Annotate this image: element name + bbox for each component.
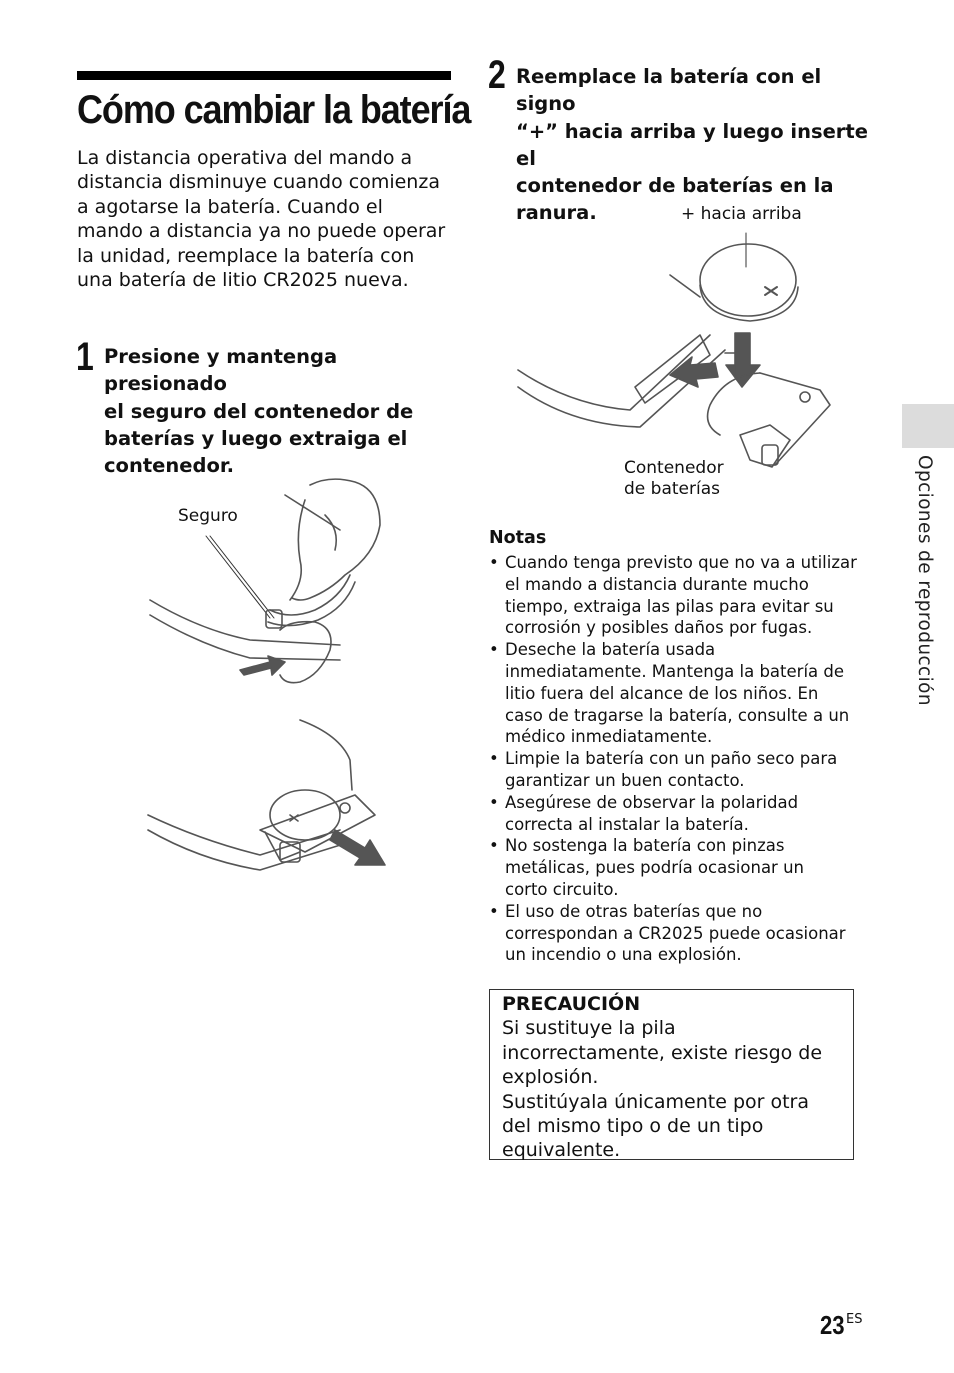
step-2-line: contenedor de baterías en la [516, 174, 834, 198]
note-line: el mando a distancia durante mucho [505, 574, 809, 594]
page-title: Cómo cambiar la batería [77, 88, 471, 132]
step-1-line: el seguro del contenedor de [104, 399, 414, 423]
note-line: Deseche la batería usada [505, 640, 716, 660]
notes-list [489, 552, 864, 966]
contenedor-line: Contenedor [624, 458, 724, 478]
note-line: Limpie la batería con un paño seco para [505, 749, 838, 769]
page-number: 23 [820, 1310, 845, 1340]
bullet: • [489, 553, 499, 572]
caution-line: del mismo tipo o de un tipo [502, 1115, 764, 1138]
page-language: ES [846, 1312, 863, 1327]
note-line: Cuando tenga previsto que no va a utilizar [505, 553, 857, 572]
note-line: metálicas, pues podría ocasionar un [505, 858, 804, 878]
step-1-line: baterías y luego extraiga el [104, 426, 408, 450]
step-2-line: “+” hacia arriba y luego inserte el [516, 119, 868, 170]
note-line: garantizar un buen contacto. [505, 770, 745, 790]
bullet: • [489, 901, 499, 921]
note-item [489, 552, 864, 639]
bullet: • [489, 836, 499, 856]
seguro-label: Seguro [178, 506, 238, 526]
caution-title: PRECAUCIÓN [502, 993, 641, 1015]
step-1-line: Presione y mantenga presionado [104, 345, 338, 396]
contenedor-line: de baterías [624, 479, 720, 499]
note-item [489, 792, 864, 836]
bullet: • [489, 792, 499, 812]
caution-line: incorrectamente, existe riesgo de [502, 1041, 823, 1064]
caution-line: Sustitúyala únicamente por otra [502, 1090, 810, 1113]
step-2-number: 2 [488, 53, 506, 97]
step-1-text [104, 343, 464, 479]
note-item [489, 639, 864, 748]
note-line: tiempo, extraiga las pilas para evitar su [505, 596, 834, 616]
note-item [489, 835, 864, 900]
note-line: inmediatamente. Mantenga la batería de [505, 661, 845, 681]
section-tab [902, 404, 954, 448]
note-line: No sostenga la batería con pinzas [505, 836, 785, 856]
note-item [489, 748, 864, 792]
intro-paragraph: La distancia operativa del mando a distancia disminuye cuando comienza a agotarse la batería. Cuando el mando a distancia ya no puede operar la unidad, reemplace la batería con una batería de litio CR2025 nueva. [77, 147, 446, 292]
step-1-line: contenedor. [104, 454, 235, 478]
note-line: corto circuito. [505, 879, 619, 899]
caution-box [489, 989, 854, 1160]
note-line: corrosión y posibles daños por fugas. [505, 618, 813, 638]
step-2-line: Reemplace la batería con el signo [516, 65, 822, 116]
note-line: médico inmediatamente. [505, 727, 713, 747]
bullet: • [489, 749, 499, 769]
hacia-arriba-label: + hacia arriba [681, 204, 802, 224]
step-2-line: ranura. [516, 201, 597, 225]
note-line: Asegúrese de observar la polaridad [505, 792, 799, 812]
caution-line: explosión. [502, 1066, 599, 1089]
step-2-text [516, 63, 876, 227]
step-1-number: 1 [76, 335, 94, 379]
caution-line: Si sustituye la pila [502, 1017, 676, 1040]
note-item [489, 901, 864, 966]
caution-line: equivalente. [502, 1139, 621, 1162]
note-line: litio fuera del alcance de los niños. En [505, 683, 819, 703]
title-rule [77, 71, 451, 80]
battery-insertion-illustration [510, 225, 840, 475]
note-line: correspondan a CR2025 puede ocasionar [505, 923, 846, 943]
contenedor-label [624, 458, 724, 500]
notes-heading: Notas [489, 528, 547, 548]
note-line: caso de tragarse la batería, consulte a un [505, 705, 850, 725]
bullet: • [489, 640, 499, 660]
note-line: El uso de otras baterías que no [505, 901, 763, 921]
section-side-label: Opciones de reproducción [914, 455, 935, 707]
note-line: correcta al instalar la batería. [505, 814, 749, 834]
battery-removal-illustration [140, 470, 400, 890]
note-line: un incendio o una explosión. [505, 945, 742, 965]
